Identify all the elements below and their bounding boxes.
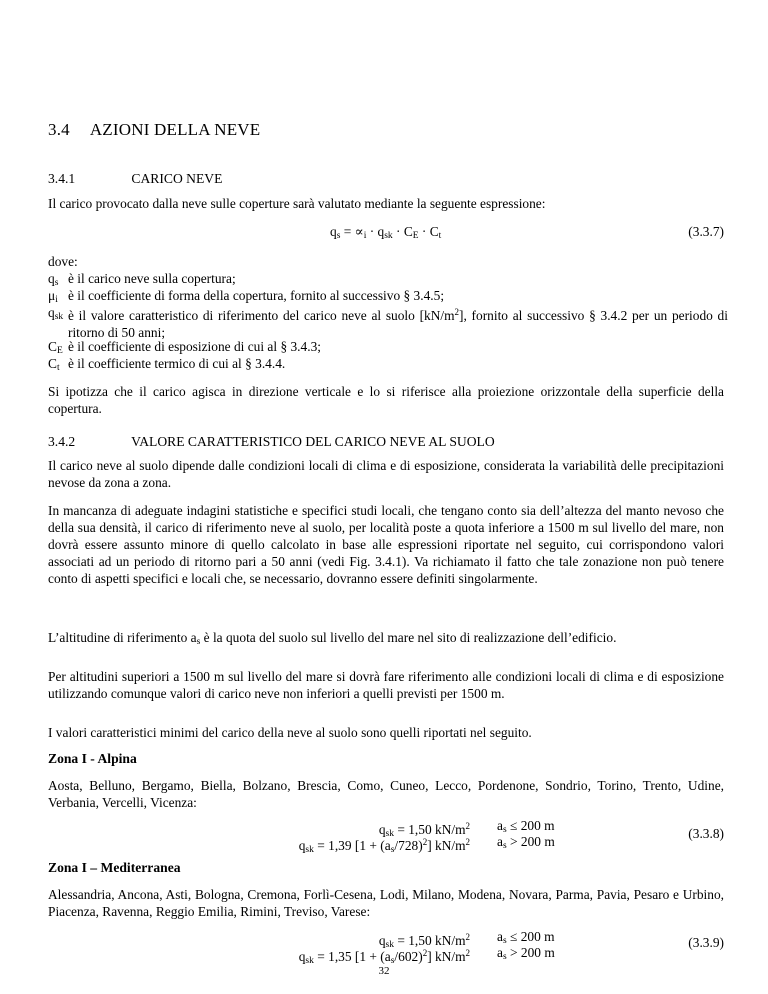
dove-label: dove: (48, 254, 78, 269)
zona-alpina-cities: Aosta, Belluno, Bergamo, Biella, Bolzano, Brescia, Como, Cuneo, Lecco, Pordenone, Sondrio, Torino, Trento, Udine, Verbania, Vercelli, Vicenza: (48, 778, 724, 810)
def-symbol-mui: $\mu_i$ (48, 288, 58, 305)
zona-med-cities: Alessandria, Ancona, Asti, Bologna, Cremona, Forlì-Cesena, Lodi, Milano, Modena, Novara, Parma, Pavia, Pesaro e Urbino, Piacenza, Ravenna, Reggio Emilia, Rimini, Treviso, Varese: (48, 887, 724, 919)
zona-med-formula-1: $q_{sk} = 1,50$ $kN/m^2$ (378, 932, 470, 950)
zona-med-condition-1: $a_s \le 200$ m (497, 929, 555, 946)
zona-alpina-title: Zona I - Alpina (48, 751, 137, 766)
def-symbol-ce: $C_E$ (48, 339, 63, 356)
zona-med-title: Zona I – Mediterranea (48, 860, 181, 875)
s342-paragraph-5: I valori caratteristici minimi del carico della neve al suolo sono quelli riportati nel seguito. (48, 725, 532, 740)
s342-paragraph-4: Per altitudini superiori a 1500 m sul livello del mare si dovrà fare riferimento alle condizioni locali di clima e di esposizione utilizzando comunque valori di carico neve non inferiori a quelli previsti per 1500 m. (48, 669, 724, 701)
subsection-342-title: VALORE CARATTERISTICO DEL CARICO NEVE AL SUOLO (131, 434, 495, 449)
zona-alpina-formula-2: $q_{sk} = 1,39$ $[1 + (a_s/728)^2]$ $kN/m^2$ (298, 837, 470, 855)
subsection-341-title: CARICO NEVE (131, 171, 223, 186)
def-text-mui: è il coefficiente di forma della copertura, fornito al successivo § 3.4.5; (68, 288, 445, 303)
zona-alpina-formula-1: $q_{sk} = 1,50$ $kN/m^2$ (378, 821, 470, 839)
s341-intro: Il carico provocato dalla neve sulle coperture sarà valutato mediante la seguente espressione: (48, 196, 546, 211)
s342-paragraph-3: L’altitudine di riferimento $a_s$ è la quota del suolo sul livello del mare nel sito di realizzazione dell’edificio. (48, 630, 617, 647)
s342-paragraph-2: In mancanza di adeguate indagini statistiche e specifici studi locali, che tengano conto sia dell’altezza del manto nevoso che della sua densità, il carico di riferimento neve al suolo, per località poste a quota inferiore a 1500 m sul livello del mare, non dovrà essere assunto minore di quello calcolato in base alle espressioni riportate nel seguito, cui corrispondono valori associati ad un periodo di ritorno pari a 50 anni (vedi Fig. 3.4.1). Va richiamato il fatto che tale zonazione non può tenere conto di aspetti specifici e locali che, se necessario, dovranno essere definiti singolarmente. (48, 503, 724, 586)
zona-med-formula-number: (3.3.9) (688, 935, 724, 950)
page-number: 32 (378, 965, 390, 977)
subsection-341-number: 3.4.1 (48, 171, 76, 186)
s341-closing: Si ipotizza che il carico agisca in direzione verticale e lo si riferisce alla proiezione orizzontale della superficie della copertura. (48, 384, 724, 416)
section-number: 3.4 (48, 120, 70, 139)
zona-med-formula-2: $q_{sk} = 1,35$ $[1 + (a_s/602)^2]$ $kN/m^2$ (298, 948, 470, 966)
formula-main: $q_s = \propto_i \cdot q_{sk} \cdot C_E \cdot C_t$ (330, 224, 442, 241)
zona-alpina-condition-2: $a_s > 200$ m (497, 834, 555, 851)
def-text-ce: è il coefficiente di esposizione di cui al § 3.4.3; (68, 339, 321, 354)
def-symbol-qs: $q_s$ (48, 271, 59, 288)
formula-main-number: (3.3.7) (688, 224, 724, 239)
def-symbol-qsk: $q_{sk}$ (48, 305, 64, 322)
subsection-341-heading (48, 171, 222, 187)
def-symbol-ct: $C_t$ (48, 356, 60, 373)
def-text-qs: è il carico neve sulla copertura; (68, 271, 236, 286)
subsection-342-heading (48, 434, 495, 450)
zona-alpina-condition-1: $a_s \le 200$ m (497, 818, 555, 835)
section-heading (48, 120, 260, 140)
zona-med-condition-2: $a_s > 200$ m (497, 945, 555, 962)
zona-alpina-formula-number: (3.3.8) (688, 826, 724, 841)
section-title: AZIONI DELLA NEVE (89, 120, 261, 139)
s342-paragraph-1: Il carico neve al suolo dipende dalle condizioni locali di clima e di esposizione, considerata la variabilità delle precipitazioni nevose da zona a zona. (48, 458, 724, 490)
def-text-qsk: è il valore caratteristico di riferimento del carico neve al suolo $[kN/m^2]$, fornito al successivo § 3.4.2 per un periodo di ritorno di 50 anni; (68, 307, 728, 340)
def-text-ct: è il coefficiente termico di cui al § 3.4.4. (68, 356, 286, 371)
subsection-342-number: 3.4.2 (48, 434, 76, 449)
